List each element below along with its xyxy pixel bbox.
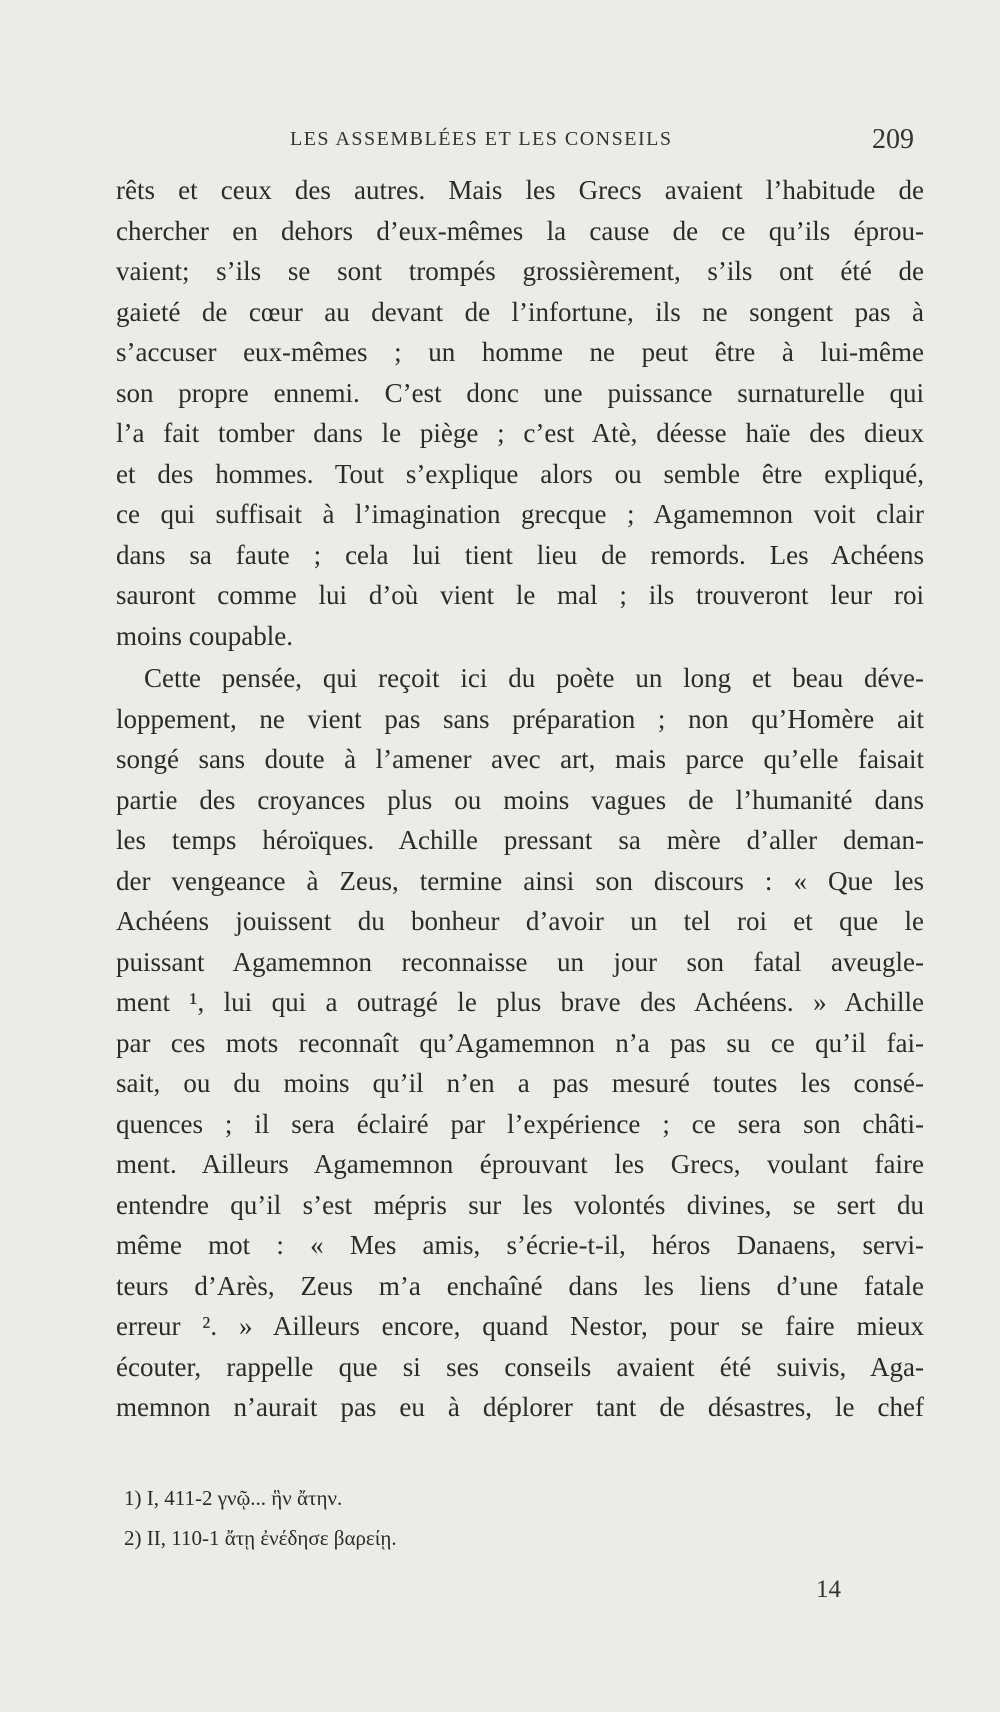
- signature-mark: 14: [816, 1576, 841, 1603]
- text-line: entendre qu’il s’est mépris sur les volontés divines, se sert du: [116, 1189, 924, 1220]
- text-line: même mot : « Mes amis, s’écrie-t-il, héros Danaens, servi-: [116, 1230, 924, 1260]
- text-line: s’accuser eux-mêmes ; un homme ne peut être à lui-même: [116, 337, 924, 367]
- text-line: Achéens jouissent du bonheur d’avoir un tel roi et que le: [116, 906, 924, 936]
- text-line: partie des croyances plus ou moins vagues de l’humanité dans: [116, 784, 924, 815]
- text-line: ment. Ailleurs Agamemnon éprouvant les Grecs, voulant faire: [116, 1149, 924, 1179]
- text-line: quences ; il sera éclairé par l’expérience ; ce sera son châti-: [116, 1108, 924, 1139]
- text-line: chercher en dehors d’eux-mêmes la cause de ce qu’ils éprou-: [116, 215, 924, 246]
- text-line: ce qui suffisait à l’imagination grecque ; Agamemnon voit clair: [116, 499, 924, 529]
- text-line: et des hommes. Tout s’explique alors ou semble être expliqué,: [116, 458, 924, 489]
- text-line: par ces mots reconnaît qu’Agamemnon n’a pas su ce qu’il fai-: [116, 1027, 924, 1058]
- text-line: vaient; s’ils se sont trompés grossièrement, s’ils ont été de: [116, 256, 924, 286]
- running-title: LES ASSEMBLÉES ET LES CONSEILS: [290, 128, 673, 150]
- body-text: [116, 170, 924, 1428]
- footnotes: [124, 1478, 824, 1558]
- footnote: 2) II, 110-1 ἄτῃ ἐνέδησε βαρείῃ.: [124, 1526, 397, 1550]
- text-line: puissant Agamemnon reconnaisse un jour son fatal aveugle-: [116, 946, 924, 977]
- text-line: l’a fait tomber dans le piège ; c’est Atè, déesse haïe des dieux: [116, 418, 924, 448]
- text-line: erreur ². » Ailleurs encore, quand Nestor, pour se faire mieux: [116, 1311, 924, 1341]
- footnote: 1) I, 411-2 γνῷ... ἣν ἄτην.: [124, 1486, 343, 1510]
- text-line: der vengeance à Zeus, termine ainsi son discours : « Que les: [116, 865, 924, 896]
- text-line: ment ¹, lui qui a outragé le plus brave des Achéens. » Achille: [116, 987, 924, 1017]
- text-line: gaieté de cœur au devant de l’infortune, ils ne songent pas à: [116, 296, 924, 327]
- text-line: sauront comme lui d’où vient le mal ; ils trouveront leur roi: [116, 580, 924, 610]
- text-line: songé sans doute à l’amener avec art, mais parce qu’elle faisait: [116, 744, 924, 774]
- text-line: les temps héroïques. Achille pressant sa mère d’aller deman-: [116, 825, 924, 855]
- text-line: memnon n’aurait pas eu à déplorer tant de désastres, le chef: [116, 1392, 924, 1422]
- text-line: loppement, ne vient pas sans préparation ; non qu’Homère ait: [116, 703, 924, 734]
- text-line: Cette pensée, qui reçoit ici du poète un long et beau déve-: [144, 663, 924, 693]
- text-line: son propre ennemi. C’est donc une puissance surnaturelle qui: [116, 377, 924, 408]
- text-line: sait, ou du moins qu’il n’en a pas mesuré toutes les consé-: [116, 1068, 924, 1098]
- text-line: dans sa faute ; cela lui tient lieu de remords. Les Achéens: [116, 539, 924, 570]
- text-line: teurs d’Arès, Zeus m’a enchaîné dans les liens d’une fatale: [116, 1270, 924, 1301]
- text-line: écouter, rappelle que si ses conseils avaient été suivis, Aga-: [116, 1351, 924, 1382]
- page-number: 209: [872, 124, 914, 155]
- text-line: moins coupable.: [116, 620, 293, 651]
- text-line: rêts et ceux des autres. Mais les Grecs avaient l’habitude de: [116, 175, 924, 205]
